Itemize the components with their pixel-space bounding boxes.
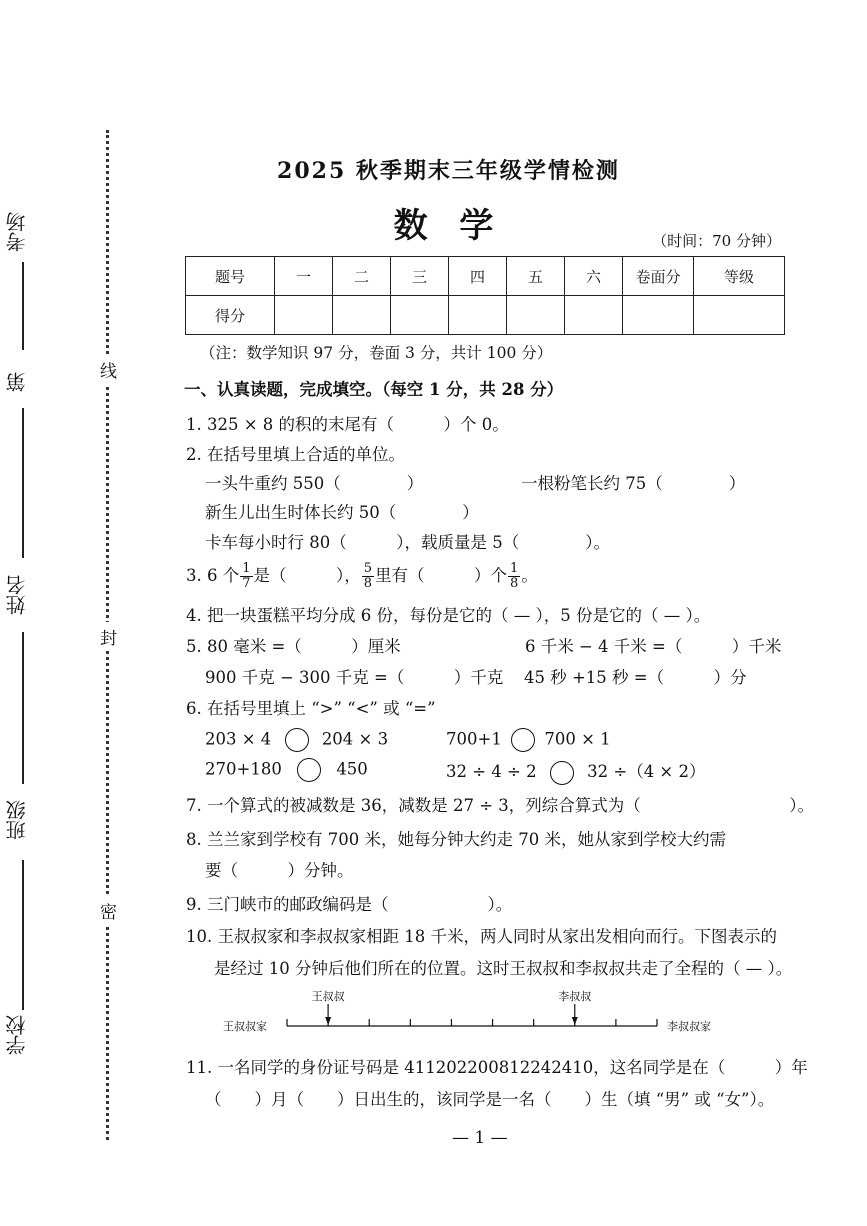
table-header-cell: 等级 bbox=[694, 257, 785, 296]
question-5b: 6 千米 − 4 千米 =（ ）千米 bbox=[525, 637, 782, 656]
question-5a: 5. 80 毫米 =（ ）厘米 bbox=[186, 637, 401, 656]
seat-label: 第 bbox=[5, 372, 29, 392]
table-header-cell: 四 bbox=[449, 257, 507, 296]
fraction-numerator: 5 bbox=[363, 561, 373, 576]
score-cell[interactable] bbox=[391, 296, 449, 335]
q3-mid1: 是（ ）， bbox=[253, 566, 361, 585]
question-5c: 900 千克 − 300 千克 =（ ）千克 bbox=[205, 668, 504, 687]
compare-left: 32 ÷ 4 ÷ 2 bbox=[446, 762, 537, 781]
fraction-numerator: 1 bbox=[510, 561, 519, 576]
compare-left: 203 × 4 bbox=[205, 729, 272, 749]
question-5d: 45 秒 +15 秒 =（ ）分 bbox=[524, 668, 747, 687]
compare-right: 450 bbox=[336, 759, 368, 779]
question-1: 1. 325 × 8 的积的末尾有（ ）个 0。 bbox=[186, 415, 509, 434]
question-2c: 新生儿出生时体长约 50（ ） bbox=[205, 503, 479, 522]
fraction-numerator: 1 bbox=[242, 561, 251, 576]
score-cell[interactable] bbox=[275, 296, 333, 335]
compare-circle[interactable] bbox=[511, 728, 535, 752]
compare-right: 700 × 1 bbox=[544, 729, 611, 749]
question-9: 9. 三门峡市的邮政编码是（ ）。 bbox=[186, 895, 513, 914]
question-8a: 8. 兰兰家到学校有 700 米，她每分钟大约走 70 米，她从家到学校大约需 bbox=[186, 830, 726, 849]
compare-row bbox=[446, 728, 611, 752]
fraction bbox=[362, 562, 374, 591]
right-home-label: 李叔叔家 bbox=[667, 1020, 711, 1033]
score-table-score-row bbox=[186, 296, 785, 335]
question-2: 2. 在括号里填上合适的单位。 bbox=[186, 445, 405, 464]
question-10a: 10. 王叔叔家和李叔叔家相距 18 千米，两人同时从家出发相向而行。下图表示的 bbox=[186, 927, 777, 946]
table-header-cell: 卷面分 bbox=[623, 257, 694, 296]
score-row-label: 得分 bbox=[186, 296, 275, 335]
compare-left: 700+1 bbox=[446, 729, 502, 749]
school-label: 学校 bbox=[5, 1015, 29, 1055]
table-header-cell: 二 bbox=[333, 257, 391, 296]
table-header-cell: 五 bbox=[507, 257, 565, 296]
score-table-header-row bbox=[186, 257, 785, 296]
question-2d: 卡车每小时行 80（ ），载质量是 5（ ）。 bbox=[205, 533, 610, 552]
exam-room-blank[interactable] bbox=[22, 262, 24, 350]
class-blank[interactable] bbox=[22, 860, 24, 1010]
page-number: — 1 — bbox=[452, 1128, 508, 1148]
compare-row bbox=[446, 758, 706, 785]
table-header-cell: 一 bbox=[275, 257, 333, 296]
seal-char-line: 线 bbox=[100, 355, 117, 384]
fraction-denominator: 8 bbox=[363, 576, 373, 591]
li-arrow-head bbox=[572, 1017, 578, 1025]
question-6: 6. 在括号里填上 “>” “<” 或 “=” bbox=[186, 699, 436, 718]
score-table bbox=[185, 256, 785, 335]
question-11b: （ ）月（ ）日出生的，该同学是一名（ ）生（填 “男” 或 “女”）。 bbox=[205, 1090, 775, 1109]
compare-row bbox=[205, 728, 388, 752]
question-4: 4. 把一块蛋糕平均分成 6 份，每份是它的（ — ），5 份是它的（ — ）。 bbox=[186, 606, 711, 625]
score-cell[interactable] bbox=[333, 296, 391, 335]
score-cell[interactable] bbox=[507, 296, 565, 335]
compare-right: 204 × 3 bbox=[321, 729, 389, 749]
exam-title: 2025 秋季期末三年级学情检测 bbox=[277, 158, 620, 184]
seal-char-seal: 封 bbox=[100, 622, 117, 651]
seat-blank[interactable] bbox=[22, 408, 24, 558]
class-label: 班级 bbox=[5, 800, 29, 840]
compare-right: 32 ÷（4 × 2） bbox=[587, 762, 706, 781]
question-3 bbox=[186, 562, 538, 591]
li-person-label: 李叔叔 bbox=[558, 990, 592, 1003]
score-cell[interactable] bbox=[449, 296, 507, 335]
table-header-cell: 题号 bbox=[186, 257, 275, 296]
wang-arrow-head bbox=[325, 1017, 331, 1025]
score-note: （注：数学知识 97 分，卷面 3 分，共计 100 分） bbox=[200, 344, 553, 362]
score-cell[interactable] bbox=[565, 296, 623, 335]
q3-prefix: 3. 6 个 bbox=[186, 566, 240, 585]
fraction bbox=[240, 562, 252, 591]
question-7: 7. 一个算式的被减数是 36，减数是 27 ÷ 3，列综合算式为（ ）。 bbox=[186, 796, 815, 815]
table-header-cell: 三 bbox=[391, 257, 449, 296]
fraction-denominator: 8 bbox=[510, 576, 519, 591]
compare-row bbox=[205, 758, 368, 782]
compare-circle[interactable] bbox=[297, 758, 321, 782]
q3-mid2: 里有（ ）个 bbox=[375, 566, 508, 585]
table-header-cell: 六 bbox=[565, 257, 623, 296]
score-cell[interactable] bbox=[694, 296, 785, 335]
compare-left: 270+180 bbox=[205, 759, 282, 779]
fraction-denominator: 7 bbox=[242, 576, 251, 591]
compare-circle[interactable] bbox=[285, 728, 309, 752]
q3-end: 。 bbox=[521, 566, 538, 585]
question-11a: 11. 一名同学的身份证号码是 411202200812242410，这名同学是在（ ）年 bbox=[186, 1058, 808, 1077]
question-2b: 一根粉笔长约 75（ ） bbox=[521, 474, 746, 493]
name-blank[interactable] bbox=[22, 632, 24, 784]
left-home-label: 王叔叔家 bbox=[223, 1020, 267, 1033]
route-diagram bbox=[215, 988, 735, 1038]
score-cell[interactable] bbox=[623, 296, 694, 335]
fraction bbox=[508, 562, 520, 591]
compare-circle[interactable] bbox=[550, 761, 574, 785]
question-8b: 要（ ）分钟。 bbox=[205, 861, 354, 880]
seal-char-secret: 密 bbox=[100, 896, 117, 925]
wang-person-label: 王叔叔 bbox=[311, 990, 345, 1003]
question-2a: 一头牛重约 550（ ） bbox=[205, 474, 424, 493]
subject-title: 数 学 bbox=[393, 206, 504, 246]
exam-room-label: 考场 bbox=[5, 212, 29, 252]
question-10b: 是经过 10 分钟后他们所在的位置。这时王叔叔和李叔叔共走了全程的（ — ）。 bbox=[214, 959, 793, 978]
time-note: （时间：70 分钟） bbox=[652, 232, 781, 250]
section-heading: 一、认真读题，完成填空。（每空 1 分，共 28 分） bbox=[184, 380, 564, 399]
name-label: 姓名 bbox=[5, 575, 29, 615]
